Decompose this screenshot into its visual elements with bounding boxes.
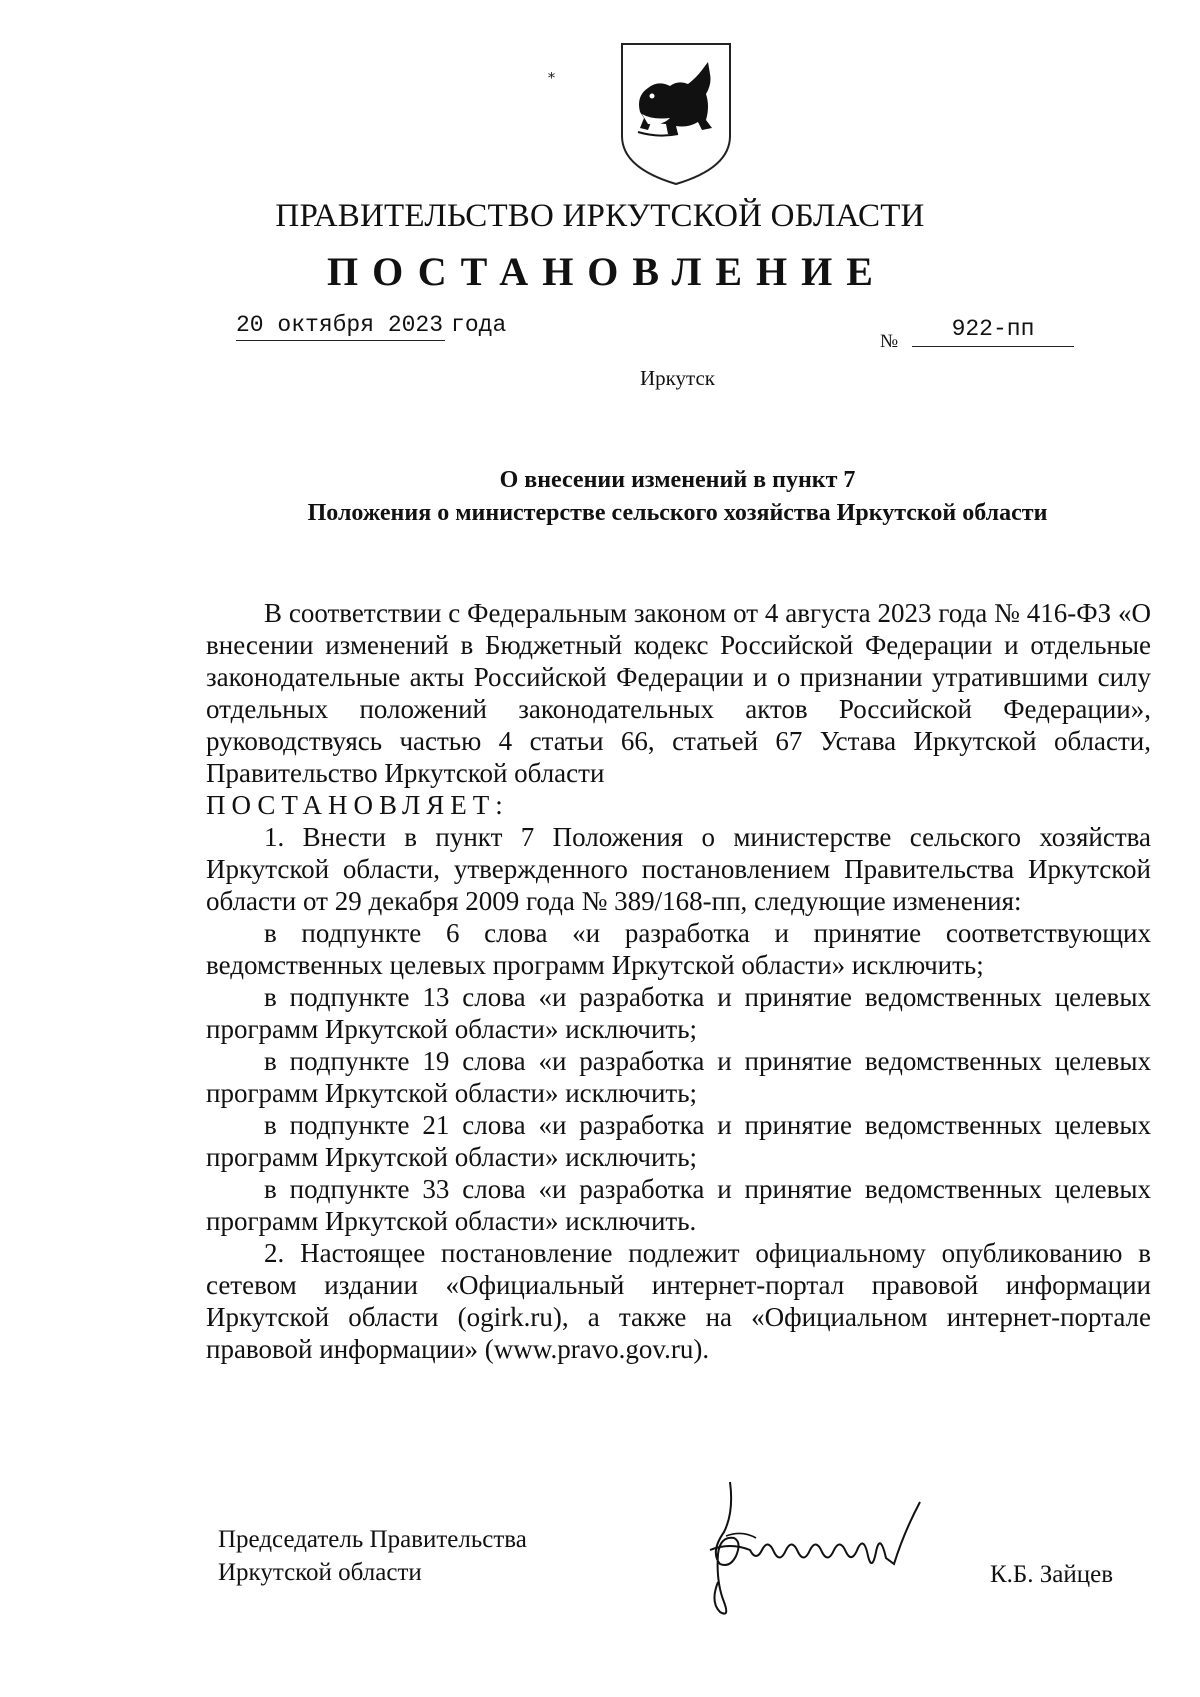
decree-word: ПОСТАНОВЛЯЕТ: (206, 790, 509, 820)
signer-position-line-2: Иркутской области (218, 1559, 422, 1586)
preamble-paragraph: В соответствии с Федеральным законом от 4 августа 2023 года № 416-ФЗ «О внесении изменений в Бюджетный кодекс Российской Федерации и отдельные законодательные акты Российской Федерации и о признании утратившими силу отдельных положений законодательных актов Российской Федерации», руководствуясь частью 4 статьи 66, статьей 67 Устава Иркутской области, Правительство Иркутской области (206, 598, 1151, 788)
item-2-paragraph: 2. Настоящее постановление подлежит официальному опубликованию в сетевом издании «Официальный интернет-портал правовой информации Иркутской области (ogirk.ru), а также на «Официальном интернет-портале правовой информации» (www.pravo.gov.ru). (206, 1238, 1151, 1364)
title-line-2: Положения о министерстве сельского хозяйства Иркутской области (307, 500, 1048, 526)
handwritten-signature-icon (690, 1472, 960, 1622)
document-type: ПОСТАНОВЛЕНИЕ (327, 249, 887, 294)
document-body (206, 597, 1151, 1365)
signer-position (218, 1523, 527, 1589)
subitem-13-paragraph: в подпункте 13 слова «и разработка и принятие ведомственных целевых программ Иркутской области» исключить; (206, 982, 1151, 1044)
item-1-paragraph: 1. Внести в пункт 7 Положения о министерстве сельского хозяйства Иркутской области, утвержденного постановлением Правительства Иркутской области от 29 декабря 2009 года № 389/168-пп, следующие изменения: (206, 822, 1151, 916)
signer-name: К.Б. Зайцев (990, 1561, 1114, 1588)
coat-of-arms-icon (618, 40, 734, 188)
date-suffix: года (451, 312, 507, 338)
subitem-6-paragraph: в подпункте 6 слова «и разработка и принятие соответствующих ведомственных целевых программ Иркутской области» исключить; (206, 918, 1151, 980)
scan-mark: ⁎ (548, 67, 555, 82)
city: Иркутск (639, 366, 716, 390)
issuing-authority: ПРАВИТЕЛЬСТВО ИРКУТСКОЙ ОБЛАСТИ (275, 198, 925, 234)
document-date (236, 312, 506, 341)
date-value: 20 октября 2023 (236, 312, 445, 341)
subitem-19-paragraph: в подпункте 19 слова «и разработка и принятие ведомственных целевых программ Иркутской области» исключить; (206, 1046, 1151, 1108)
subitem-33-paragraph: в подпункте 33 слова «и разработка и принятие ведомственных целевых программ Иркутской области» исключить. (206, 1174, 1151, 1236)
document-title (200, 464, 1155, 530)
number-label: № (880, 331, 899, 352)
signer-position-line-1: Председатель Правительства (218, 1526, 527, 1553)
subitem-21-paragraph: в подпункте 21 слова «и разработка и принятие ведомственных целевых программ Иркутской области» исключить; (206, 1110, 1151, 1172)
title-line-1: О внесении изменений в пункт 7 (499, 467, 856, 493)
document-number: 922-пп (912, 316, 1074, 347)
